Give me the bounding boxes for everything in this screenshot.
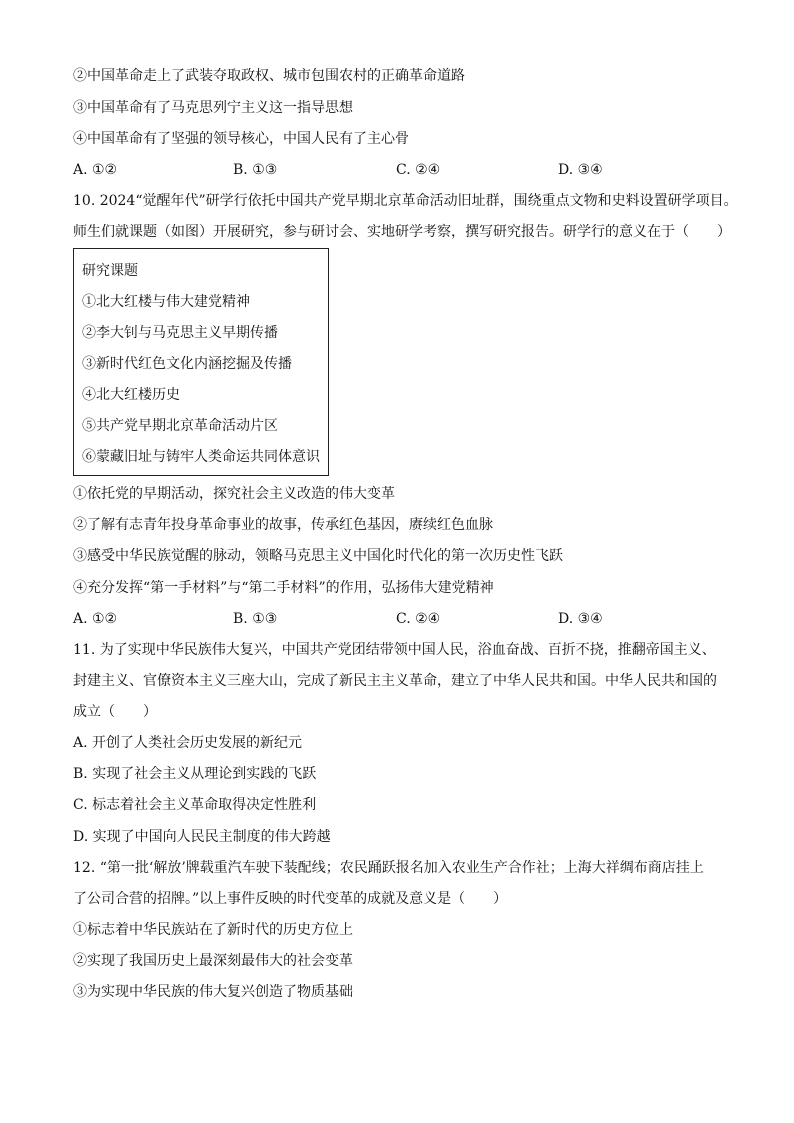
research-topic-2: ②李大钊与马克思主义早期传播: [82, 325, 278, 341]
q12-item-1: ①标志着中华民族站在了新时代的历史方位上: [73, 922, 353, 938]
q10-stem-line-2: 师生们就课题（如图）开展研究，参与研讨会、实地研学考察，撰写研究报告。研学行的意义在于（ ）: [73, 224, 731, 240]
q11-option-d: D. 实现了中国向人民民主制度的伟大跨越: [73, 829, 331, 845]
research-topic-5: ⑤共产党早期北京革命活动片区: [82, 418, 278, 434]
q10-item-2: ②了解有志青年投身革命事业的故事，传承红色基因，赓续红色血脉: [73, 517, 493, 533]
q9-option-d: D. ③④: [558, 162, 603, 178]
q12-item-3: ③为实现中华民族的伟大复兴创造了物质基础: [73, 984, 353, 1000]
q10-item-4: ④充分发挥“第一手材料”与“第二手材料”的作用，弘扬伟大建党精神: [73, 580, 494, 596]
q9-option-b: B. ①③: [233, 162, 278, 178]
q12-stem-line-1: 12. “第一批‘解放’牌载重汽车驶下装配线；农民踊跃报名加入农业生产合作社；上海大祥绸布商店挂上: [73, 860, 704, 876]
q12-item-2: ②实现了我国历史上最深刻最伟大的社会变革: [73, 953, 353, 969]
research-topic-6: ⑥蒙藏旧址与铸牢人类命运共同体意识: [82, 449, 320, 465]
q10-option-d: D. ③④: [558, 611, 603, 627]
research-topics-title: 研究课题: [82, 263, 138, 279]
q9-item-2: ②中国革命走上了武装夺取政权、城市包围农村的正确革命道路: [73, 68, 465, 84]
q11-stem-line-3: 成立（ ）: [73, 704, 157, 720]
q9-item-4: ④中国革命有了坚强的领导核心，中国人民有了主心骨: [73, 131, 409, 147]
research-topic-3: ③新时代红色文化内涵挖掘及传播: [82, 356, 292, 372]
q10-option-c: C. ②④: [396, 611, 441, 627]
q12-stem-line-2: 了公司合营的招牌。”以上事件反映的时代变革的成就及意义是（ ）: [73, 891, 508, 907]
q10-item-1: ①依托党的早期活动，探究社会主义改造的伟大变革: [73, 486, 395, 502]
research-topics-box: [73, 248, 329, 476]
q11-option-a: A. 开创了人类社会历史发展的新纪元: [73, 735, 303, 751]
q9-option-c: C. ②④: [396, 162, 441, 178]
q9-item-3: ③中国革命有了马克思列宁主义这一指导思想: [73, 100, 353, 116]
q9-option-a: A. ①②: [73, 162, 118, 178]
q10-item-3: ③感受中华民族觉醒的脉动，领略马克思主义中国化时代化的第一次历史性飞跃: [73, 548, 563, 564]
q10-option-a: A. ①②: [73, 611, 118, 627]
research-topic-4: ④北大红楼历史: [82, 387, 180, 403]
q10-stem-line-1: 10. 2024“觉醒年代”研学行依托中国共产党早期北京革命活动旧址群，围绕重点文物和史料设置研学项目。: [73, 193, 738, 209]
q11-option-b: B. 实现了社会主义从理论到实践的飞跃: [73, 766, 317, 782]
q11-stem-line-1: 11. 为了实现中华民族伟大复兴，中国共产党团结带领中国人民，浴血奋战、百折不挠，推翻帝国主义、: [73, 642, 716, 658]
research-topic-1: ①北大红楼与伟大建党精神: [82, 294, 250, 310]
q11-stem-line-2: 封建主义、官僚资本主义三座大山，完成了新民主主义革命，建立了中华人民共和国。中华人民共和国的: [73, 673, 717, 689]
q11-option-c: C. 标志着社会主义革命取得决定性胜利: [73, 797, 317, 813]
q10-option-b: B. ①③: [233, 611, 278, 627]
